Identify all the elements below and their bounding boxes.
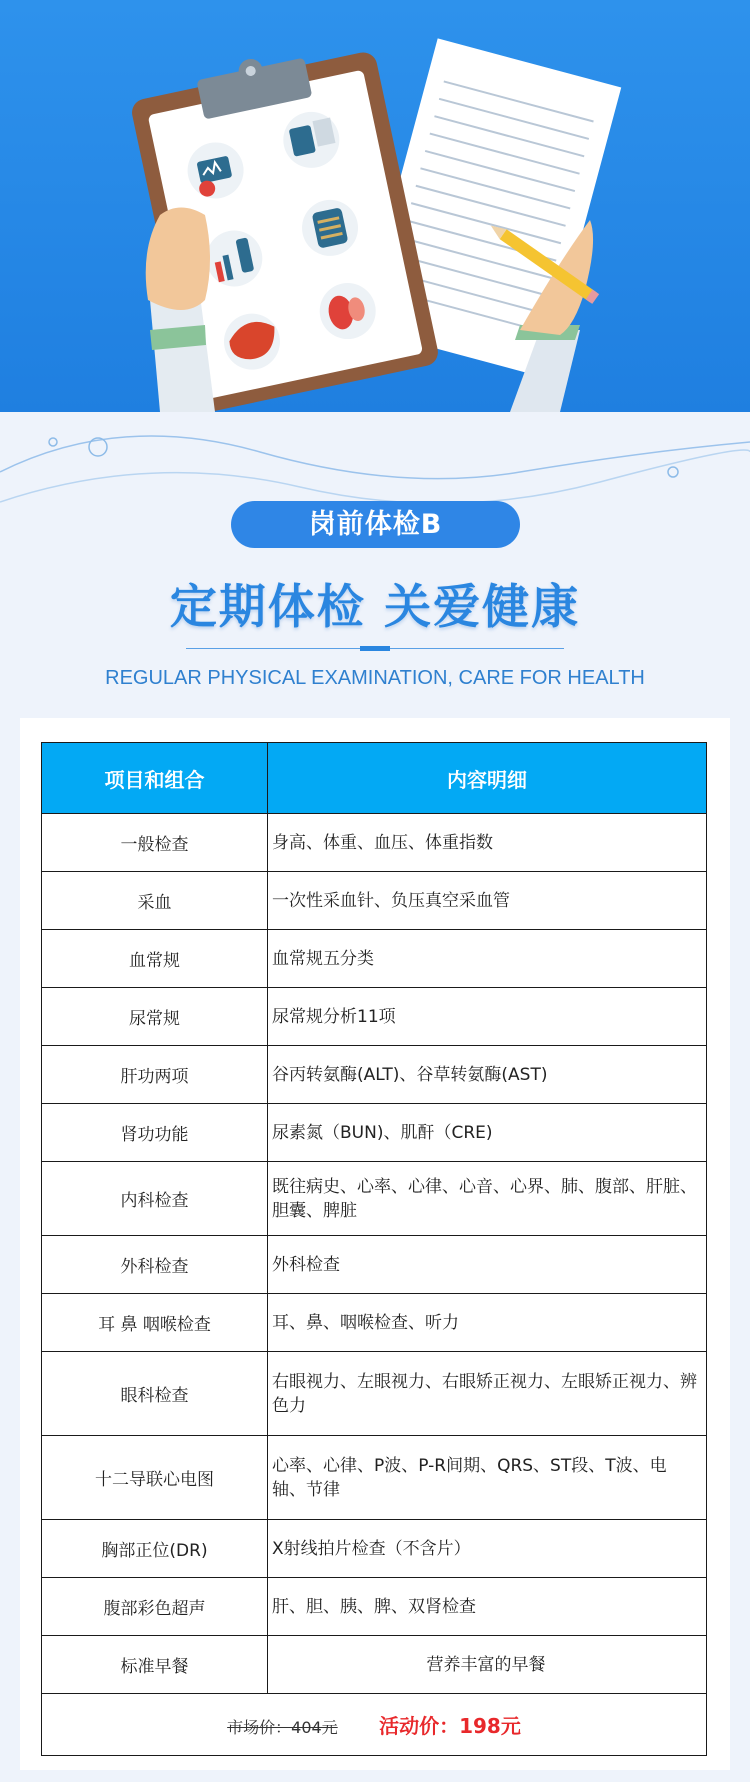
item-detail: 耳、鼻、咽喉检查、听力 bbox=[268, 1294, 707, 1352]
item-detail: X射线拍片检查（不含片） bbox=[268, 1520, 707, 1578]
item-name: 眼科检查 bbox=[42, 1352, 268, 1436]
item-name: 血常规 bbox=[42, 930, 268, 988]
table-row bbox=[42, 1436, 707, 1520]
table-header-row bbox=[42, 743, 707, 814]
item-detail: 谷丙转氨酶(ALT)、谷草转氨酶(AST) bbox=[268, 1046, 707, 1104]
table-row bbox=[42, 872, 707, 930]
package-badge: 岗前体检B bbox=[231, 501, 520, 548]
market-price: 市场价：404元 bbox=[227, 1718, 338, 1737]
hero-banner bbox=[0, 0, 750, 412]
item-name: 耳 鼻 咽喉检查 bbox=[42, 1294, 268, 1352]
table-row bbox=[42, 814, 707, 872]
divider-accent bbox=[360, 646, 390, 651]
item-name: 腹部彩色超声 bbox=[42, 1578, 268, 1636]
item-detail: 营养丰富的早餐 bbox=[268, 1636, 707, 1694]
item-detail: 身高、体重、血压、体重指数 bbox=[268, 814, 707, 872]
header-item: 项目和组合 bbox=[42, 743, 268, 814]
table-row bbox=[42, 1236, 707, 1294]
table-row bbox=[42, 930, 707, 988]
clipboard-illustration bbox=[0, 0, 750, 412]
item-detail: 肝、胆、胰、脾、双肾检查 bbox=[268, 1578, 707, 1636]
price-row bbox=[42, 1694, 707, 1756]
table-row bbox=[42, 1520, 707, 1578]
table-row bbox=[42, 1352, 707, 1436]
item-detail: 血常规五分类 bbox=[268, 930, 707, 988]
item-name: 一般检查 bbox=[42, 814, 268, 872]
table-row bbox=[42, 1636, 707, 1694]
table-row bbox=[42, 1294, 707, 1352]
item-name: 尿常规 bbox=[42, 988, 268, 1046]
table-row bbox=[42, 988, 707, 1046]
item-detail: 一次性采血针、负压真空采血管 bbox=[268, 872, 707, 930]
table-row bbox=[42, 1046, 707, 1104]
item-name: 肝功两项 bbox=[42, 1046, 268, 1104]
item-name: 十二导联心电图 bbox=[42, 1436, 268, 1520]
item-name: 外科检查 bbox=[42, 1236, 268, 1294]
item-name: 胸部正位(DR) bbox=[42, 1520, 268, 1578]
item-detail: 右眼视力、左眼视力、右眼矫正视力、左眼矫正视力、辨色力 bbox=[268, 1352, 707, 1436]
item-name: 肾功功能 bbox=[42, 1104, 268, 1162]
item-detail: 外科检查 bbox=[268, 1236, 707, 1294]
price-cell bbox=[42, 1694, 707, 1756]
item-name: 标准早餐 bbox=[42, 1636, 268, 1694]
item-detail: 尿素氮（BUN)、肌酐（CRE) bbox=[268, 1104, 707, 1162]
promo-price: 活动价：198元 bbox=[379, 1714, 521, 1738]
item-detail: 尿常规分析11项 bbox=[268, 988, 707, 1046]
item-detail: 心率、心律、P波、P-R间期、QRS、ST段、T波、电轴、节律 bbox=[268, 1436, 707, 1520]
item-name: 内科检查 bbox=[42, 1162, 268, 1236]
page-headline: 定期体检 关爱健康 bbox=[169, 580, 581, 635]
exam-items-table bbox=[41, 742, 707, 1756]
item-name: 采血 bbox=[42, 872, 268, 930]
table-row bbox=[42, 1162, 707, 1236]
page-subtitle: REGULAR PHYSICAL EXAMINATION, CARE FOR HEALTH bbox=[105, 667, 645, 689]
table-row bbox=[42, 1578, 707, 1636]
item-detail: 既往病史、心率、心律、心音、心界、肺、腹部、肝脏、胆囊、脾脏 bbox=[268, 1162, 707, 1236]
table-row bbox=[42, 1104, 707, 1162]
header-detail: 内容明细 bbox=[268, 743, 707, 814]
